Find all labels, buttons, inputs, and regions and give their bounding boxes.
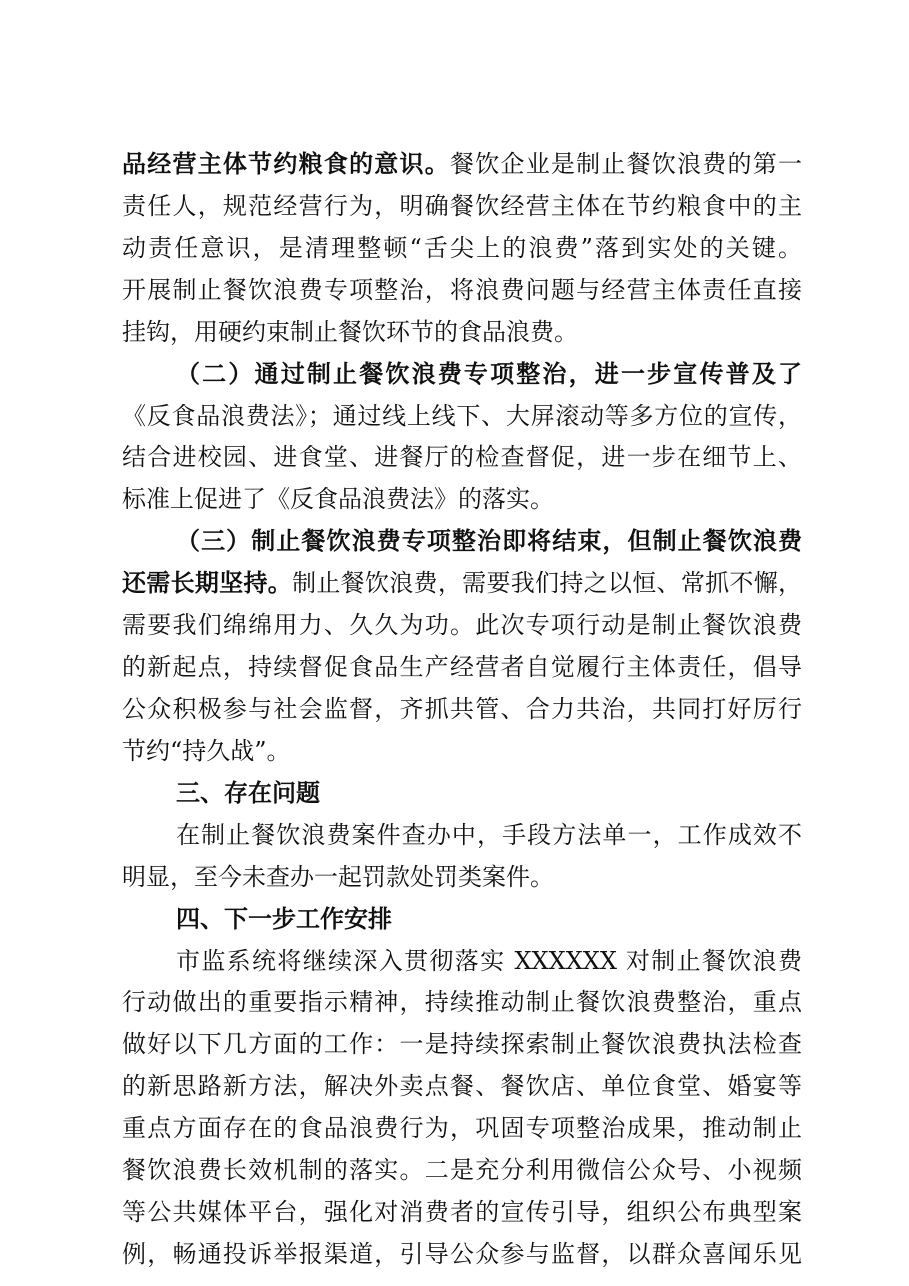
paragraph-line: 开展制止餐饮浪费专项整治，将浪费问题与经营主体责任直接: [122, 276, 802, 304]
text-run: 餐饮企业是制止餐饮浪费的第一: [450, 150, 802, 178]
paragraph-line: 行动做出的重要指示精神，持续推动制止餐饮浪费整治，重点: [122, 988, 802, 1016]
paragraph-line: 责任人，规范经营行为，明确餐饮经营主体在节约粮食中的主: [122, 192, 802, 220]
paragraph-line: 标准上促进了《反食品浪费法》的落实。: [122, 485, 554, 513]
paragraph-line: 市监系统将继续深入贯彻落实 XXXXXX 对制止餐饮浪费: [176, 947, 802, 975]
paragraph-line: 动责任意识，是清理整顿“舌尖上的浪费”落到实处的关键。: [122, 234, 802, 262]
bold-run: 还需长期坚持。: [122, 568, 293, 597]
section-heading: 三、存在问题: [176, 779, 320, 807]
paragraph-line: 明显，至今未查办一起罚款处罚类案件。: [122, 863, 554, 891]
paragraph-line: 需要我们绵绵用力、久久为功。此次专项行动是制止餐饮浪费: [122, 611, 802, 639]
paragraph-line: 例，畅通投诉举报渠道，引导公众参与监督，以群众喜闻乐见: [122, 1240, 802, 1268]
paragraph-line: 在制止餐饮浪费案件查办中，手段方法单一，工作成效不: [176, 821, 802, 849]
paragraph-line: 的新起点，持续督促食品生产经营者自觉履行主体责任，倡导: [122, 653, 802, 681]
paragraph-line: 重点方面存在的食品浪费行为，巩固专项整治成果，推动制止: [122, 1114, 802, 1142]
paragraph-line: 做好以下几方面的工作：一是持续探索制止餐饮浪费执法检查: [122, 1030, 802, 1058]
paragraph-line: 《反食品浪费法》；通过线上线下、大屏滚动等多方位的宣传，: [122, 402, 802, 430]
paragraph-line: 结合进校园、进食堂、进餐厅的检查督促，进一步在细节上、: [122, 443, 802, 471]
paragraph-line: （三）制止餐饮浪费专项整治即将结束，但制止餐饮浪费: [176, 526, 802, 555]
paragraph-line: 餐饮浪费长效机制的落实。二是充分利用微信公众号、小视频: [122, 1156, 802, 1184]
paragraph-line: 的新思路新方法，解决外卖点餐、餐饮店、单位食堂、婚宴等: [122, 1072, 802, 1100]
paragraph-line: [122, 148, 802, 180]
text-run: 制止餐饮浪费，需要我们持之以恒、常抓不懈，: [292, 569, 802, 597]
paragraph-line: 节约“持久战”。: [122, 737, 291, 765]
paragraph-line: 等公共媒体平台，强化对消费者的宣传引导，组织公布典型案: [122, 1198, 802, 1226]
paragraph-line: 公众积极参与社会监督，齐抓共管、合力共治，共同打好厉行: [122, 695, 802, 723]
section-heading: 四、下一步工作安排: [176, 905, 392, 933]
paragraph-line: 挂钩，用硬约束制止餐饮环节的食品浪费。: [122, 318, 578, 346]
paragraph-line: （二）通过制止餐饮浪费专项整治，进一步宣传普及了: [176, 359, 802, 388]
bold-run: 品经营主体节约粮食的意识。: [122, 149, 450, 178]
paragraph-line: [122, 567, 802, 599]
